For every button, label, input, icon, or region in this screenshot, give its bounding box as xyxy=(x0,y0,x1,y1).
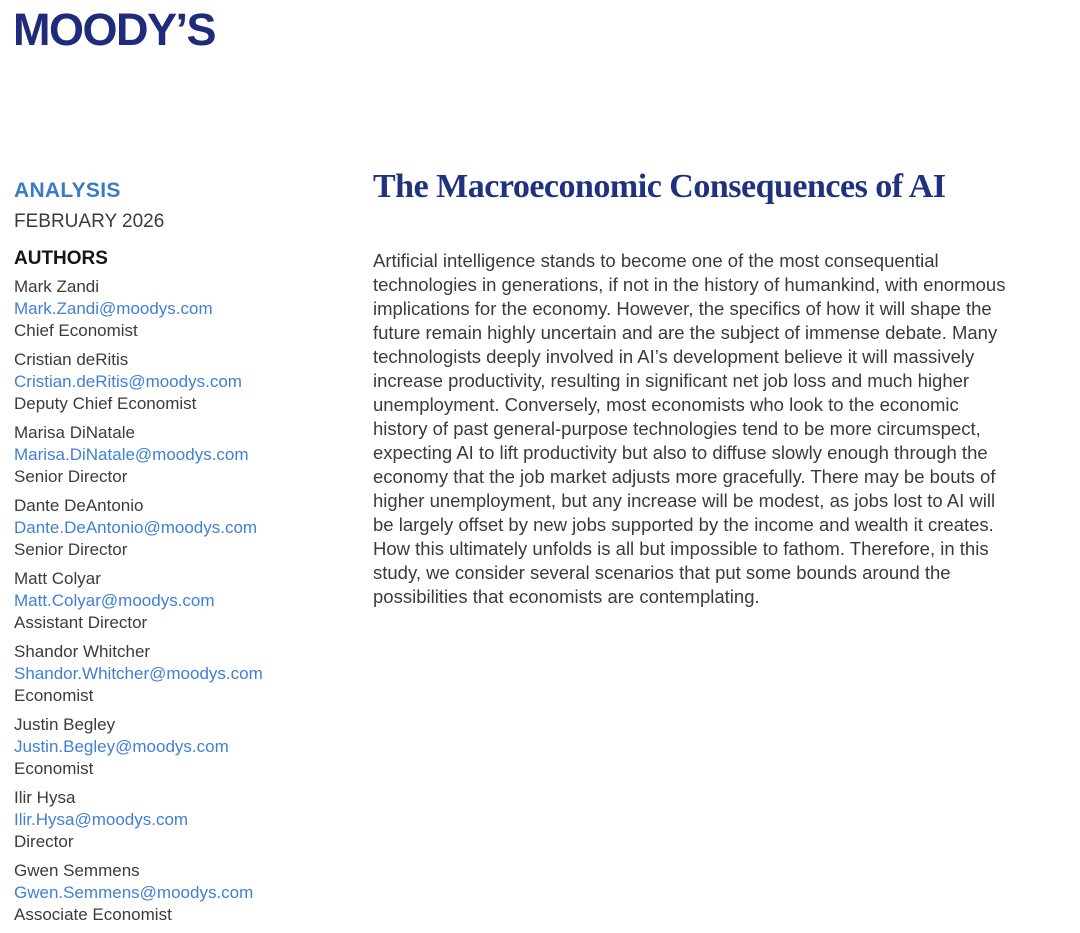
author-email-link[interactable]: Marisa.DiNatale@moodys.com xyxy=(14,445,249,464)
author-entry xyxy=(14,714,359,780)
author-entry xyxy=(14,641,359,707)
author-entry xyxy=(14,860,359,926)
author-email-link[interactable]: Matt.Colyar@moodys.com xyxy=(14,591,215,610)
author-name: Ilir Hysa xyxy=(14,788,76,807)
article-body: Artificial intelligence stands to become one of the most consequential technologies in generations, if not in the history of humankind, with enormous implications for the economy. However, the specifics of how it will shape the future remain highly uncertain and are the subject of immense debate. Many technologists deeply involved in AI’s development believe it will massively increase productivity, resulting in significant net job loss and much higher unemployment. Conversely, most economists who look to the economic history of past general-purpose technologies tend to be more circumspect, expecting AI to lift productivity but also to diffuse slowly enough through the economy that the job market adjusts more gracefully. There may be bouts of higher unemployment, but any increase will be modest, as jobs lost to AI will be largely offset by new jobs supported by the income and wealth it creates. How this ultimately unfolds is all but impossible to fathom. Therefore, in this study, we consider several scenarios that put some bounds around the possibilities that economists are contemplating. xyxy=(373,250,1006,607)
article-title: The Macroeconomic Consequences of AI xyxy=(373,168,946,205)
author-name: Dante DeAntonio xyxy=(14,496,144,515)
author-name: Mark Zandi xyxy=(14,277,100,296)
author-entry xyxy=(14,568,359,634)
author-entry xyxy=(14,349,359,415)
author-email-link[interactable]: Cristian.deRitis@moodys.com xyxy=(14,372,242,391)
author-name: Gwen Semmens xyxy=(14,861,140,880)
author-title: Senior Director xyxy=(14,540,128,559)
author-email-link[interactable]: Shandor.Whitcher@moodys.com xyxy=(14,664,263,683)
author-name: Shandor Whitcher xyxy=(14,642,151,661)
author-name: Justin Begley xyxy=(14,715,116,734)
author-title: Assistant Director xyxy=(14,613,148,632)
author-email-link[interactable]: Gwen.Semmens@moodys.com xyxy=(14,883,254,902)
author-name: Matt Colyar xyxy=(14,569,101,588)
author-name: Cristian deRitis xyxy=(14,350,129,369)
author-title: Chief Economist xyxy=(14,321,138,340)
author-title: Deputy Chief Economist xyxy=(14,394,197,413)
author-entry xyxy=(14,495,359,561)
author-email-link[interactable]: Ilir.Hysa@moodys.com xyxy=(14,810,189,829)
author-title: Associate Economist xyxy=(14,905,172,924)
author-entry xyxy=(14,276,359,342)
sidebar xyxy=(14,179,359,933)
author-title: Economist xyxy=(14,686,94,705)
author-name: Marisa DiNatale xyxy=(14,423,135,442)
author-entry xyxy=(14,787,359,853)
author-entry xyxy=(14,422,359,488)
main-article xyxy=(373,167,1018,609)
author-email-link[interactable]: Justin.Begley@moodys.com xyxy=(14,737,229,756)
authors-heading: AUTHORS xyxy=(14,248,108,269)
author-title: Senior Director xyxy=(14,467,128,486)
author-title: Economist xyxy=(14,759,94,778)
publication-date: FEBRUARY 2026 xyxy=(14,211,165,232)
authors-list xyxy=(14,276,359,926)
author-email-link[interactable]: Mark.Zandi@moodys.com xyxy=(14,299,213,318)
author-title: Director xyxy=(14,832,74,851)
author-email-link[interactable]: Dante.DeAntonio@moodys.com xyxy=(14,518,258,537)
analysis-kicker: ANALYSIS xyxy=(14,179,121,202)
moodys-logo: MOODY’S xyxy=(13,4,216,55)
